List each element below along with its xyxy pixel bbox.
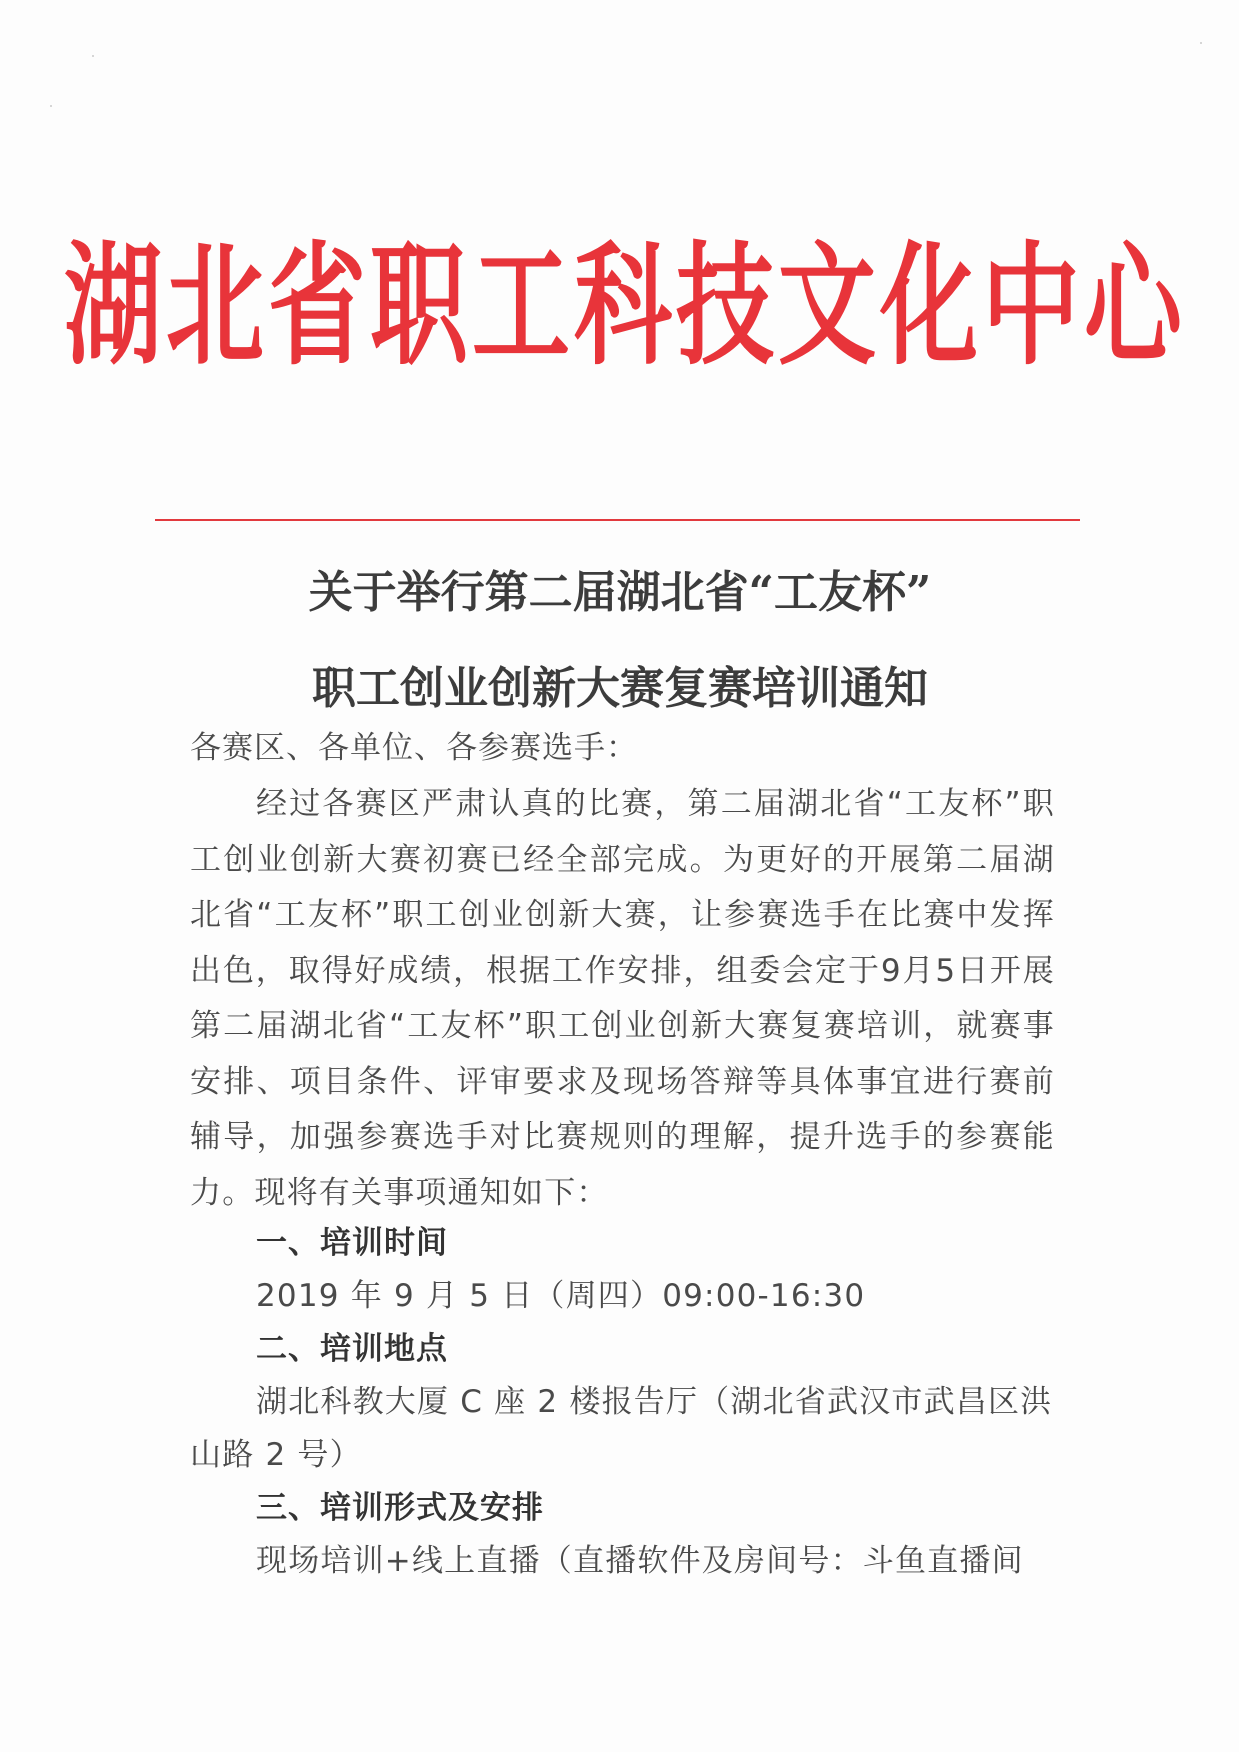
letterhead-organization: 湖北省职工科技文化中心 (64, 229, 1187, 384)
scan-speck (50, 105, 52, 107)
scan-speck (1200, 42, 1202, 44)
salutation: 各赛区、各单位、各参赛选手： (190, 730, 638, 766)
section-heading-format: 三、培训形式及安排 (256, 1490, 544, 1526)
section-heading-time: 一、培训时间 (256, 1225, 448, 1261)
scan-speck (92, 55, 94, 57)
section-location-line-2: 山路 2 号） (190, 1437, 362, 1473)
document-title-line-2: 职工创业创新大赛复赛培训通知 (312, 663, 928, 714)
document-title-line-1: 关于举行第二届湖北省“工友杯” (308, 567, 932, 618)
letterhead-divider (155, 519, 1080, 521)
intro-paragraph: 经过各赛区严肃认真的比赛，第二届湖北省“工友杯”职工创业创新大赛初赛已经全部完成。为更好的开展第二届湖北省“工友杯”职工创业创新大赛，让参赛选手在比赛中发挥出色，取得好成绩，根据工作安排，组委会定于9月5日开展第二届湖北省“工友杯”职工创业创新大赛复赛培训，就赛事安排、项目条件、评审要求及现场答辩等具体事宜进行赛前辅导，加强参赛选手对比赛规则的理解，提升选手的参赛能力。现将有关事项通知如下： (190, 786, 1055, 1211)
section-heading-location: 二、培训地点 (256, 1331, 448, 1367)
section-format-line-1: 现场培训+线上直播（直播软件及房间号：斗鱼直播间 (256, 1543, 1024, 1579)
section-location-line-1: 湖北科教大厦 C 座 2 楼报告厅（湖北省武汉市武昌区洪 (256, 1384, 1053, 1420)
section-time-line-1: 2019 年 9 月 5 日（周四）09:00-16:30 (256, 1278, 866, 1314)
